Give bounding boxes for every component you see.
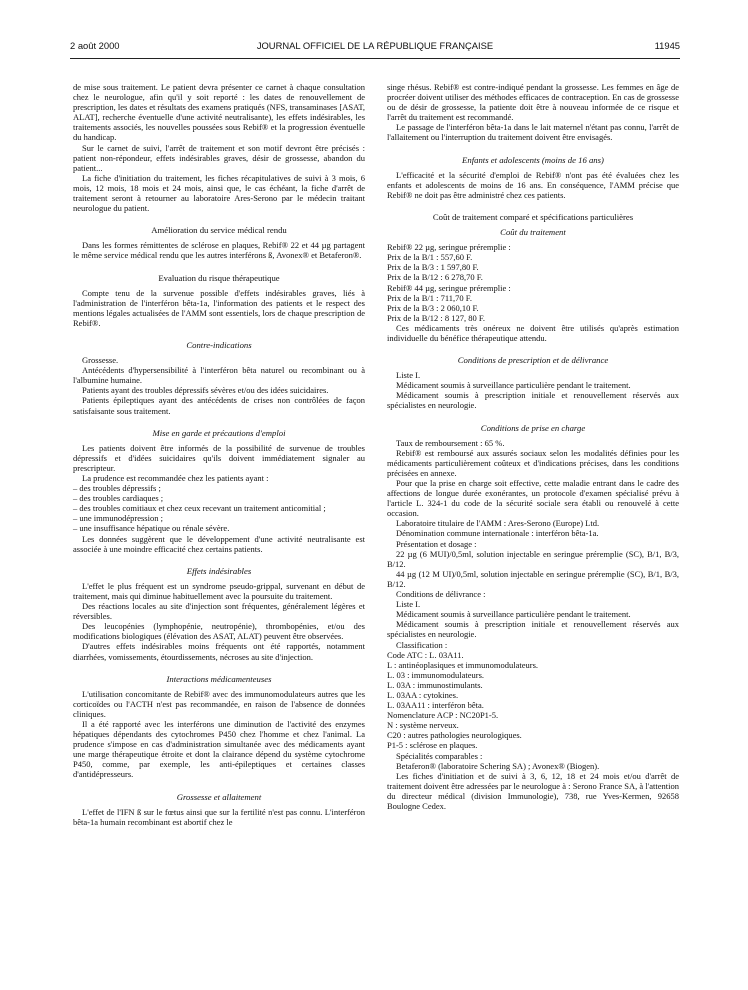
list-item: Nomenclature ACP : NC20P1-5. <box>387 710 499 721</box>
paragraph: Il a été rapporté avec les interférons une diminution de l'activité des enzymes hépatiques dépendants des cytochromes P450 chez l'homme et chez l'animal. La prudence s'impose en cas d'administration simultanée avec des médicaments ayant une marge thérapeutique étroite et dont la clairance dépend du système cytochrome P450, comme, par exemple, les anti-épileptiques et certaines classes d'antidépresseurs. <box>73 718 365 780</box>
list-item: Prix de la B/1 : 711,70 F. <box>387 292 472 303</box>
paragraph: L'effet de l'IFN ß sur le fœtus ainsi que sur la fertilité n'est pas connu. L'interféron bêta-1a humain recombinant est abortif chez le <box>73 806 365 827</box>
list-item: – une immunodépression ; <box>73 513 163 524</box>
paragraph: Présentation et dosage : <box>396 538 477 549</box>
list-item: L. 03 : immunomodulateurs. <box>387 669 485 680</box>
paragraph: Médicament soumis à surveillance particulière pendant le traitement. <box>396 609 631 620</box>
list-item: – des troubles comitiaux et chez ceux recevant un traitement anticomitial ; <box>73 503 326 514</box>
list-item: P1-5 : sclérose en plaques. <box>387 740 478 751</box>
paragraph: Des leucopénies (lymphopénie, neutropénie), thrombopénies, et/ou des modifications biologiques (élévation des ASAT, ALAT) peuvent être observées. <box>73 621 365 642</box>
paragraph: Antécédents d'hypersensibilité à l'interféron bêta naturel ou recombinant ou à l'albumine humaine. <box>73 365 365 386</box>
paragraph: Les patients doivent être informés de la possibilité de survenue de troubles dépressifs et d'idées suicidaires qu'ils doivent immédiatement signaler au prescripteur. <box>73 442 365 473</box>
header-page-number: 11945 <box>654 40 680 51</box>
list-item: L. 03A : immunostimulants. <box>387 679 483 690</box>
subsection-heading: Coût du traitement <box>500 227 566 238</box>
section-heading: Contre-indications <box>186 339 252 350</box>
paragraph: Liste I. <box>396 370 421 381</box>
paragraph: Laboratoire titulaire de l'AMM : Ares-Serono (Europe) Ltd. <box>396 518 600 529</box>
paragraph: Sur le carnet de suivi, l'arrêt de traitement et son motif devront être précisés : patient non-répondeur, effets indésirables graves, désir de grossesse, abandon du patient... <box>73 142 365 173</box>
paragraph: D'autres effets indésirables moins fréquents ont été rapportés, notamment diarrhées, vomissements, étourdissements, nécroses au site d'injection. <box>73 641 365 662</box>
section-heading: Interactions médicamenteuses <box>166 673 272 684</box>
paragraph: Des réactions locales au site d'injection sont fréquentes, généralement légères et réversibles. <box>73 601 365 622</box>
section-heading: Enfants et adolescents (moins de 16 ans) <box>462 154 604 165</box>
list-item: Prix de la B/12 : 8 127, 80 F. <box>387 312 486 323</box>
paragraph: Ces médicaments très onéreux ne doivent être utilisés qu'après estimation individuelle du bénéfice thérapeutique attendu. <box>387 322 679 343</box>
list-item: Prix de la B/1 : 557,60 F. <box>387 252 473 263</box>
paragraph: Les données suggèrent que le développement d'une activité neutralisante est associée à une moindre efficacité chez certains patients. <box>73 533 365 554</box>
paragraph: Rebif® est remboursé aux assurés sociaux selon les modalités définies pour les médicaments particulièrement coûteux et d'indications précises, dans les conditions précisées en annexe. <box>387 447 679 478</box>
list-item: Code ATC : L. 03A11. <box>387 649 464 660</box>
left-column <box>73 82 365 827</box>
header-rule <box>70 58 680 59</box>
paragraph: Liste I. <box>396 599 421 610</box>
paragraph: Pour que la prise en charge soit effective, cette maladie entrant dans le cadre des affections de longue durée exonérantes, un protocole d'examen spécialisé prévu à l'article L. 324-1 du code de la sécurité sociale sera établi ou renouvelé à cette occasion. <box>387 478 679 519</box>
list-item: Prix de la B/12 : 6 278,70 F. <box>387 272 483 283</box>
paragraph: L'effet le plus fréquent est un syndrome pseudo-grippal, survenant en début de traitement, mais qui diminue habituellement avec la poursuite du traitement. <box>73 580 365 601</box>
list-item: C20 : autres pathologies neurologiques. <box>387 730 522 741</box>
list-item: L : antinéoplasiques et immunomodulateurs. <box>387 659 539 670</box>
paragraph: Dénomination commune internationale : interféron bêta-1a. <box>396 528 599 539</box>
list-item: Prix de la B/3 : 1 597,80 F. <box>387 262 479 273</box>
paragraph: Taux de remboursement : 65 %. <box>396 437 505 448</box>
paragraph: Betaferon® (laboratoire Schering SA) ; Avonex® (Biogen). <box>396 760 600 771</box>
header-journal-title: JOURNAL OFFICIEL DE LA RÉPUBLIQUE FRANÇAISE <box>256 40 494 51</box>
section-heading: Conditions de prescription et de délivrance <box>457 355 609 366</box>
paragraph: Compte tenu de la survenue possible d'effets indésirables graves, liés à l'administration de l'interféron bêta-1a, l'information des patients et le respect des mentions légales actualisées de l'AMM sont essentiels, lors de chaque prescription de Rebif®. <box>73 287 365 328</box>
paragraph: Dans les formes rémittentes de sclérose en plaques, Rebif® 22 et 44 µg partagent le même service médical rendu que les autres interférons ß, Avonex® et Betaferon®. <box>73 240 365 261</box>
paragraph: L'efficacité et la sécurité d'emploi de Rebif® n'ont pas été évaluées chez les enfants et adolescents de moins de 16 ans. En conséquence, l'AMM précise que Rebif® ne doit pas être administré chez ces patients. <box>387 169 679 200</box>
paragraph: Le passage de l'interféron bêta-1a dans le lait maternel n'étant pas connu, l'arrêt de l'allaitement ou l'interruption du traitement doivent être envisagés. <box>387 122 679 143</box>
paragraph: L'utilisation concomitante de Rebif® avec des immunomodulateurs autres que les corticoïdes ou l'ACTH n'est pas recommandée, en raison de l'absence de données cliniques. <box>73 688 365 719</box>
list-item: – des troubles dépressifs ; <box>73 483 161 494</box>
list-item: L. 03AA11 : interféron bêta. <box>387 700 484 711</box>
paragraph: de mise sous traitement. Le patient devra présenter ce carnet à chaque consultation chez le neurologue, afin qu'il y soit reporté : les dates de renouvellement de prescription, les dates et résultats des examens pratiqués (NFS, transaminases [ASAT, ALAT], recherche éventuelle d'une activité neutralisante), les effets indésirables, les traitements associés, les nouvelles poussées sous Rebif® et la progression éventuelle du handicap. <box>73 82 365 143</box>
section-heading: Grossesse et allaitement <box>176 791 262 802</box>
paragraph: Médicament soumis à surveillance particulière pendant le traitement. <box>396 380 631 391</box>
paragraph: Patients ayant des troubles dépressifs sévères et/ou des idées suicidaires. <box>82 385 329 396</box>
list-item: – des troubles cardiaques ; <box>73 493 164 504</box>
paragraph: Spécialités comparables : <box>396 750 483 761</box>
list-item: L. 03AA : cytokines. <box>387 689 459 700</box>
right-column <box>387 82 679 811</box>
paragraph: 22 µg (6 MUI)/0,5ml, solution injectable en seringue préremplie (SC), B/1, B/3, B/12. <box>387 548 679 569</box>
section-heading: Coût de traitement comparé et spécifications particulières <box>432 211 634 222</box>
classification-list <box>387 650 679 751</box>
section-heading: Mise en garde et précautions d'emploi <box>152 427 286 438</box>
list-item: Prix de la B/3 : 2 060,10 F. <box>387 302 479 313</box>
section-heading: Evaluation du risque thérapeutique <box>158 272 280 283</box>
paragraph: singe rhésus. Rebif® est contre-indiqué pendant la grossesse. Les femmes en âge de procréer doivent utiliser des méthodes efficaces de contraception. En cas de grossesse ou de désir de grossesse, la patiente doit être à nouveau informée de ce risque et l'arrêt du traitement est recommandé. <box>387 82 679 123</box>
paragraph: Patients épileptiques ayant des antécédents de crises non contrôlées de façon satisfaisante sous traitement. <box>73 395 365 416</box>
list-item: Rebif® 22 µg, seringue préremplie : <box>387 242 511 253</box>
paragraph: Médicament soumis à prescription initiale et renouvellement réservés aux spécialistes en neurologie. <box>387 390 679 411</box>
header-date: 2 août 2000 <box>70 40 120 51</box>
paragraph: La fiche d'initiation du traitement, les fiches récapitulatives de suivi à 3 mois, 6 mois, 12 mois, 18 mois et 24 mois, ainsi que, le cas échéant, la fiche d'arrêt de traitement seront à retourner au laboratoire Ares-Serono par le médecin traitant neurologue du patient. <box>73 172 365 214</box>
paragraph: Classification : <box>396 639 448 650</box>
paragraph: 44 µg (12 M UI)/0,5ml, solution injectable en seringue préremplie (SC), B/1, B/3, B/12. <box>387 568 679 589</box>
price-list <box>387 242 679 323</box>
paragraph: La prudence est recommandée chez les patients ayant : <box>82 473 269 483</box>
paragraph: Les fiches d'initiation et de suivi à 3, 6, 12, 18 et 24 mois et/ou d'arrêt de traitement doivent être adressées par le neurologue à : Serono France SA, à l'attention du directeur médical (division Immunologie), 738, rue Yves-Kermen, 92658 Boulogne Cedex. <box>387 770 679 811</box>
precautions-list <box>73 483 365 533</box>
list-item: Rebif® 44 µg, seringue préremplie : <box>387 282 511 293</box>
list-item: – une insuffisance hépatique ou rénale sévère. <box>73 523 230 534</box>
paragraph: Médicament soumis à prescription initiale et renouvellement réservés aux spécialistes en neurologie. <box>387 619 679 640</box>
paragraph: Grossesse. <box>82 355 119 366</box>
section-heading: Conditions de prise en charge <box>480 422 586 433</box>
paragraph: Conditions de délivrance : <box>396 589 486 600</box>
list-item: N : système nerveux. <box>387 720 459 731</box>
page-header <box>70 40 680 54</box>
section-heading: Effets indésirables <box>186 565 252 576</box>
section-heading: Amélioration du service médical rendu <box>151 225 287 236</box>
